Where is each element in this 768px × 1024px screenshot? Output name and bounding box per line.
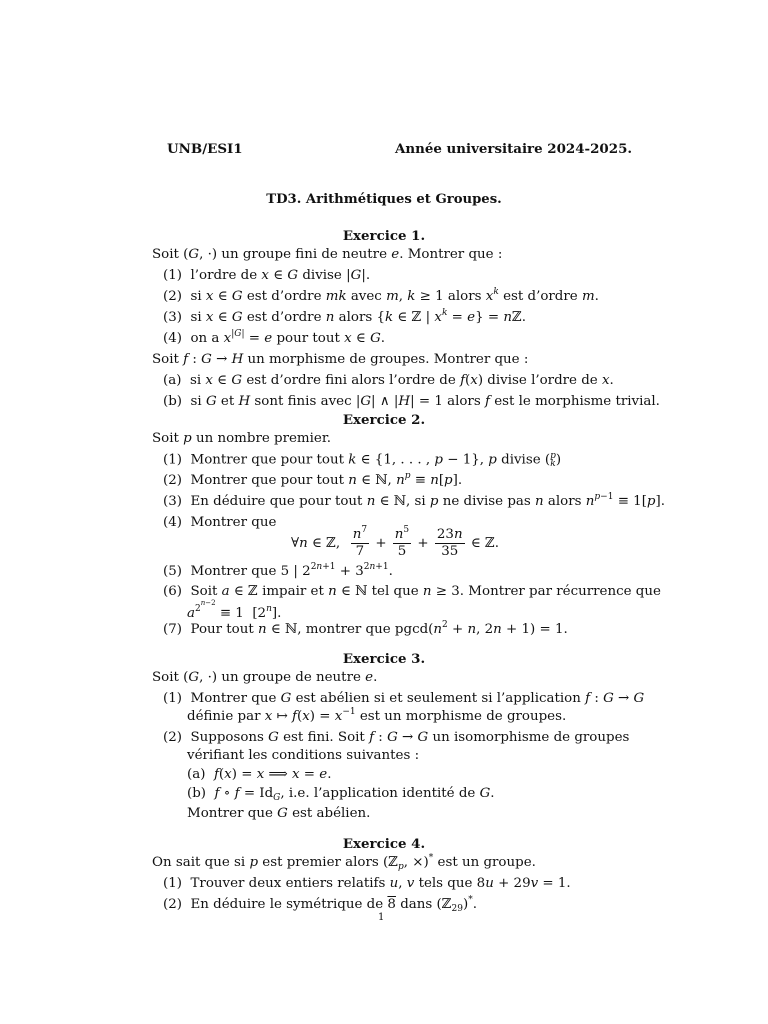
exercise-1-heading: Exercice 1.	[342, 228, 426, 244]
ex2-item-4-formula: ∀n ∈ ℤ, $\frac{n^7}{7}$ + $\frac{n^5}{5}$ + $\frac{23n}{35}$ ∈ ℤ.	[291, 525, 500, 559]
ex3-item-1-cont: définie par x ↦ $f(x) = x^{-1}$ est un morphisme de groupes.	[187, 707, 567, 724]
ex1-item-a: (a) si x ∈ G est d’ordre fini alors l’ordre de f(x) divise l’ordre de x.	[163, 373, 614, 388]
ex2-item-6-cont: $a^{2^{n-2}} \equiv 1$ [2$^n$].	[187, 599, 282, 621]
ex1-intro-2: Soit f : G → H un morphisme de groupes. Montrer que :	[152, 352, 529, 367]
exercise-3-heading: Exercice 3.	[342, 651, 426, 667]
header-left: UNB/ESI1	[167, 141, 243, 157]
ex2-item-6: (6) Soit a ∈ ℤ impair et n ∈ ℕ tel que n ≥ 3. Montrer par récurrence que	[163, 584, 661, 599]
ex1-intro: Soit (G, ·) un groupe fini de neutre e. Montrer que :	[152, 247, 503, 262]
ex1-item-2: (2) si x ∈ G est d’ordre mk avec m, k ≥ 1 alors $x^k$ est d’ordre m.	[163, 287, 599, 304]
ex1-item-4: (4) on a $x^{|G|} = e$ pour tout x ∈ G.	[163, 329, 386, 346]
ex1-item-1: (1) l’ordre de x ∈ G divise |G|.	[163, 268, 371, 283]
ex2-item-7: (7) Pour tout n ∈ ℕ, montrer que $pgcd(n^2 + n$, 2n + 1) = 1.	[163, 620, 568, 637]
page-number: 1	[378, 912, 385, 923]
exercise-2-heading: Exercice 2.	[342, 412, 426, 428]
ex2-item-1: (1) Montrer que pour tout k ∈ {1, . . . , p − 1}, p divise (p k)	[163, 451, 562, 469]
document-title: TD3. Arithmétiques et Groupes.	[266, 192, 502, 207]
ex3-intro: Soit (G, ·) un groupe de neutre e.	[152, 670, 378, 685]
ex3-item-2-conclusion: Montrer que G est abélien.	[187, 806, 371, 821]
header-right: Année universitaire 2024-2025.	[395, 141, 633, 157]
ex4-item-2: (2) En déduire le symétrique de 8 dans (ℤ$_{29}$)*.	[163, 895, 477, 914]
ex2-intro: Soit p un nombre premier.	[152, 431, 332, 446]
ex2-item-5: (5) Montrer que 5 | $2^{2n+1} + 3^{2n+1}$.	[163, 562, 393, 579]
ex4-item-1: (1) Trouver deux entiers relatifs u, v tels que 8u + 29v = 1.	[163, 876, 571, 891]
ex1-item-b: (b) si G et H sont finis avec |G| ∧ |H| = 1 alors f est le morphisme trivial.	[163, 394, 660, 409]
ex3-item-2-cont: vérifiant les conditions suivantes :	[187, 748, 420, 763]
ex3-item-2: (2) Supposons G est fini. Soit f : G → G un isomorphisme de groupes	[163, 730, 630, 745]
ex2-item-4: (4) Montrer que	[163, 515, 277, 530]
ex1-item-3: (3) si x ∈ G est d’ordre n alors {k ∈ ℤ | $x^k = e$} = nℤ.	[163, 308, 527, 325]
exercise-4-heading: Exercice 4.	[342, 836, 426, 852]
ex3-item-2a: (a) f(x) = x ⟹ x = e.	[187, 767, 332, 782]
ex3-item-2b: (b) f ∘ $f = Id_G$, i.e. l’application identité de G.	[187, 786, 495, 803]
ex3-item-1: (1) Montrer que G est abélien si et seulement si l’application f : G → G	[163, 691, 645, 706]
ex4-intro: On sait que si p est premier alors (ℤ$_p$, ×)* est un groupe.	[152, 853, 536, 872]
ex2-item-3: (3) En déduire que pour tout n ∈ ℕ, si p ne divise pas n alors $n^{p-1} \equiv 1[p]$.	[163, 492, 665, 509]
ex2-item-2: (2) Montrer que pour tout n ∈ ℕ, $n^p \equiv n[p]$.	[163, 471, 463, 488]
